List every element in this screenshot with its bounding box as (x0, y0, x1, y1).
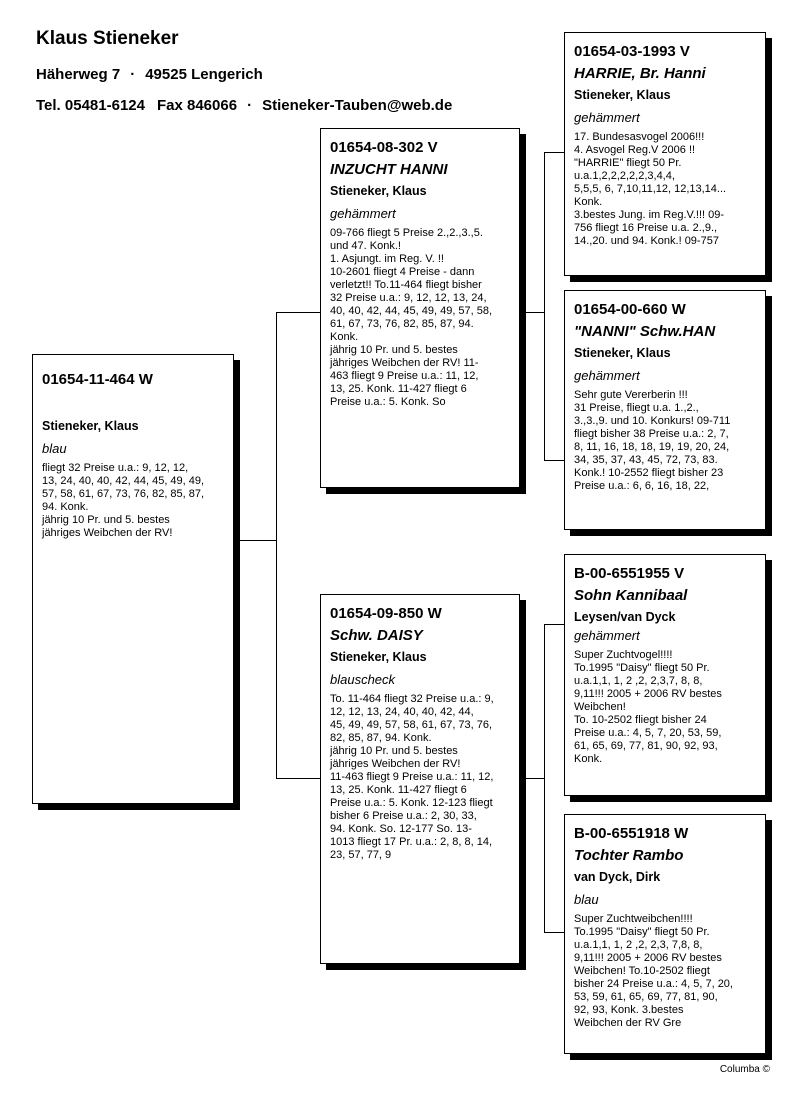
pigeon-name: Sohn Kannibaal (574, 587, 688, 604)
pigeon-notes: Sehr gute Vererberin !!! 31 Preise, fliegt u.a. 1.,2., 3.,3.,9. und 10. Konkurs! 09-711 fliegt bisher 38 Preise u.a.: 2, 7, 8, 11, 16, 18, 18, 19, 19, 20, 24, 34, 35, 37, 43, 45, 72, 73, 83. Konk.! 10-2552 fliegt bisher 23 Preise u.a.: 6, 6, 16, 18, 22, (574, 389, 731, 492)
pigeon-notes: To. 11-464 fliegt 32 Preise u.a.: 9, 12, 12, 13, 24, 40, 40, 42, 44, 45, 49, 49, 57, 58, 61, 67, 73, 76, 82, 85, 87, 94. Konk. jährig 10 Pr. und 5. bestes jähriges Weibchen der RV! 11-463 fliegt 9 Preise u.a.: 11, 12, 13, 25. Konk. 11-427 fliegt 6 Preise u.a.: 5. Konk. 12-123 fliegt bisher 6 Preise u.a.: 2, 30, 33, 94. Konk. So. 12-177 So. 13- 1013 fliegt 17 Pr. u.a.: 2, 8, 8, 14, 23, 57, 77, 9 (330, 693, 494, 861)
connector-line (544, 624, 564, 625)
connector-line (234, 540, 276, 541)
owner-street: Häherweg 7 (36, 66, 121, 83)
pigeon-name (42, 395, 225, 413)
pigeon-color: gehämmert (574, 628, 640, 643)
pigeon-notes: Super Zuchtvogel!!!! To.1995 "Daisy" fliegt 50 Pr. u.a.1,1, 1, 2 ,2, 2,3,7, 8, 8, 9,11!!! 2005 + 2006 RV bestes Weibchen! To. 10-2502 fliegt bisher 24 Preise u.a.: 4, 5, 7, 20, 53, 59, 61, 65, 69, 77, 81, 90, 92, 93, Konk. (574, 649, 722, 765)
owner-phone: Tel. 05481-6124 (36, 97, 145, 114)
connector-line (276, 312, 277, 778)
connector-line (276, 778, 320, 779)
separator-dot: · (130, 66, 136, 83)
connector-line (520, 312, 544, 313)
ring-number: 01654-00-660 W (574, 301, 686, 318)
pigeon-card-dam-sire (564, 554, 766, 796)
ring-number: 01654-08-302 V (330, 139, 438, 156)
breeder-name: Leysen/van Dyck (574, 610, 676, 624)
owner-contact (36, 97, 452, 114)
pigeon-color: gehämmert (574, 368, 640, 383)
connector-line (544, 152, 545, 460)
pigeon-card-sire-dam (564, 290, 766, 530)
breeder-name: Stieneker, Klaus (42, 419, 139, 433)
breeder-name: Stieneker, Klaus (574, 346, 671, 360)
pigeon-card-sire-sire (564, 32, 766, 276)
owner-fax: Fax 846066 (156, 97, 238, 114)
separator-dot: · (247, 97, 253, 114)
pigeon-notes: 17. Bundesasvogel 2006!!! 4. Asvogel Reg.V 2006 !! "HARRIE" fliegt 50 Pr. u.a.1,2,2,2,2,2,3,4,4, 5,5,5, 6, 7,10,11,12, 12,13,14... Konk. 3.bestes Jung. im Reg.V.!!! 09- 756 fliegt 16 Preise u.a. 2.,9., 14.,20. und 94. Konk.! 09-757 (574, 131, 727, 247)
pigeon-name: Tochter Rambo (574, 847, 684, 864)
pigeon-notes: Super Zuchtweibchen!!!! To.1995 "Daisy" fliegt 50 Pr. u.a.1,1, 1, 2 ,2, 2,3, 7,8, 8, 9,11!!! 2005 + 2006 RV bestes Weibchen! To.10-2502 fliegt bisher 24 Preise u.a.: 4, 5, 7, 20, 53, 59, 61, 65, 69, 77, 81, 90, 92, 93, Konk. 3.bestes Weibchen der RV Gre (574, 913, 733, 1029)
ring-number: 01654-11-464 W (42, 371, 153, 388)
pigeon-color: blau (42, 441, 67, 456)
pigeon-card-dam-dam (564, 814, 766, 1054)
owner-header (36, 28, 452, 114)
breeder-name: Stieneker, Klaus (574, 88, 671, 102)
pigeon-name: "NANNI" Schw.HAN (574, 323, 716, 340)
connector-line (276, 312, 320, 313)
pigeon-card-subject (32, 354, 234, 804)
connector-line (544, 152, 564, 153)
connector-line (544, 460, 564, 461)
ring-number: 01654-03-1993 V (574, 43, 690, 60)
connector-line (544, 932, 564, 933)
pigeon-color: blauscheck (330, 672, 396, 687)
breeder-name: van Dyck, Dirk (574, 870, 661, 884)
footer-credit: Columba © (719, 1064, 770, 1075)
breeder-name: Stieneker, Klaus (330, 650, 427, 664)
pigeon-name: HARRIE, Br. Hanni (574, 65, 706, 82)
pigeon-notes: 09-766 fliegt 5 Preise 2.,2.,3.,5. und 47. Konk.! 1. Asjungt. im Reg. V. !! 10-2601 fliegt 4 Preise - dann verletzt!! To.11-464 fliegt bisher 32 Preise u.a.: 9, 12, 12, 13, 24, 40, 40, 42, 44, 45, 49, 49, 57, 58, 61, 67, 73, 76, 82, 85, 87, 94. Konk. jährig 10 Pr. und 5. bestes jähriges Weibchen der RV! 11- 463 fliegt 9 Preise u.a.: 11, 12, 13, 25. Konk. 11-427 fliegt 6 Preise u.a.: 5. Konk. So (330, 227, 493, 408)
owner-email: Stieneker-Tauben@web.de (262, 97, 453, 114)
owner-name: Klaus Stieneker (36, 28, 179, 49)
pigeon-name: Schw. DAISY (330, 627, 423, 644)
pigeon-notes: fliegt 32 Preise u.a.: 9, 12, 12, 13, 24, 40, 40, 42, 44, 45, 49, 49, 57, 58, 61, 67, 73, 76, 82, 85, 87, 94. Konk. jährig 10 Pr. und 5. bestes jähriges Weibchen der RV! (42, 462, 205, 539)
pigeon-card-dam (320, 594, 520, 964)
connector-line (544, 624, 545, 932)
ring-number: B-00-6551955 V (574, 565, 685, 582)
ring-number: B-00-6551918 W (574, 825, 689, 842)
connector-line (520, 778, 544, 779)
owner-city: 49525 Lengerich (145, 66, 263, 83)
pigeon-color: gehämmert (330, 206, 396, 221)
pigeon-card-sire (320, 128, 520, 488)
pigeon-name: INZUCHT HANNI (330, 161, 448, 178)
ring-number: 01654-09-850 W (330, 605, 442, 622)
pigeon-color: blau (574, 892, 599, 907)
owner-address (36, 66, 452, 83)
breeder-name: Stieneker, Klaus (330, 184, 427, 198)
pigeon-color: gehämmert (574, 110, 640, 125)
